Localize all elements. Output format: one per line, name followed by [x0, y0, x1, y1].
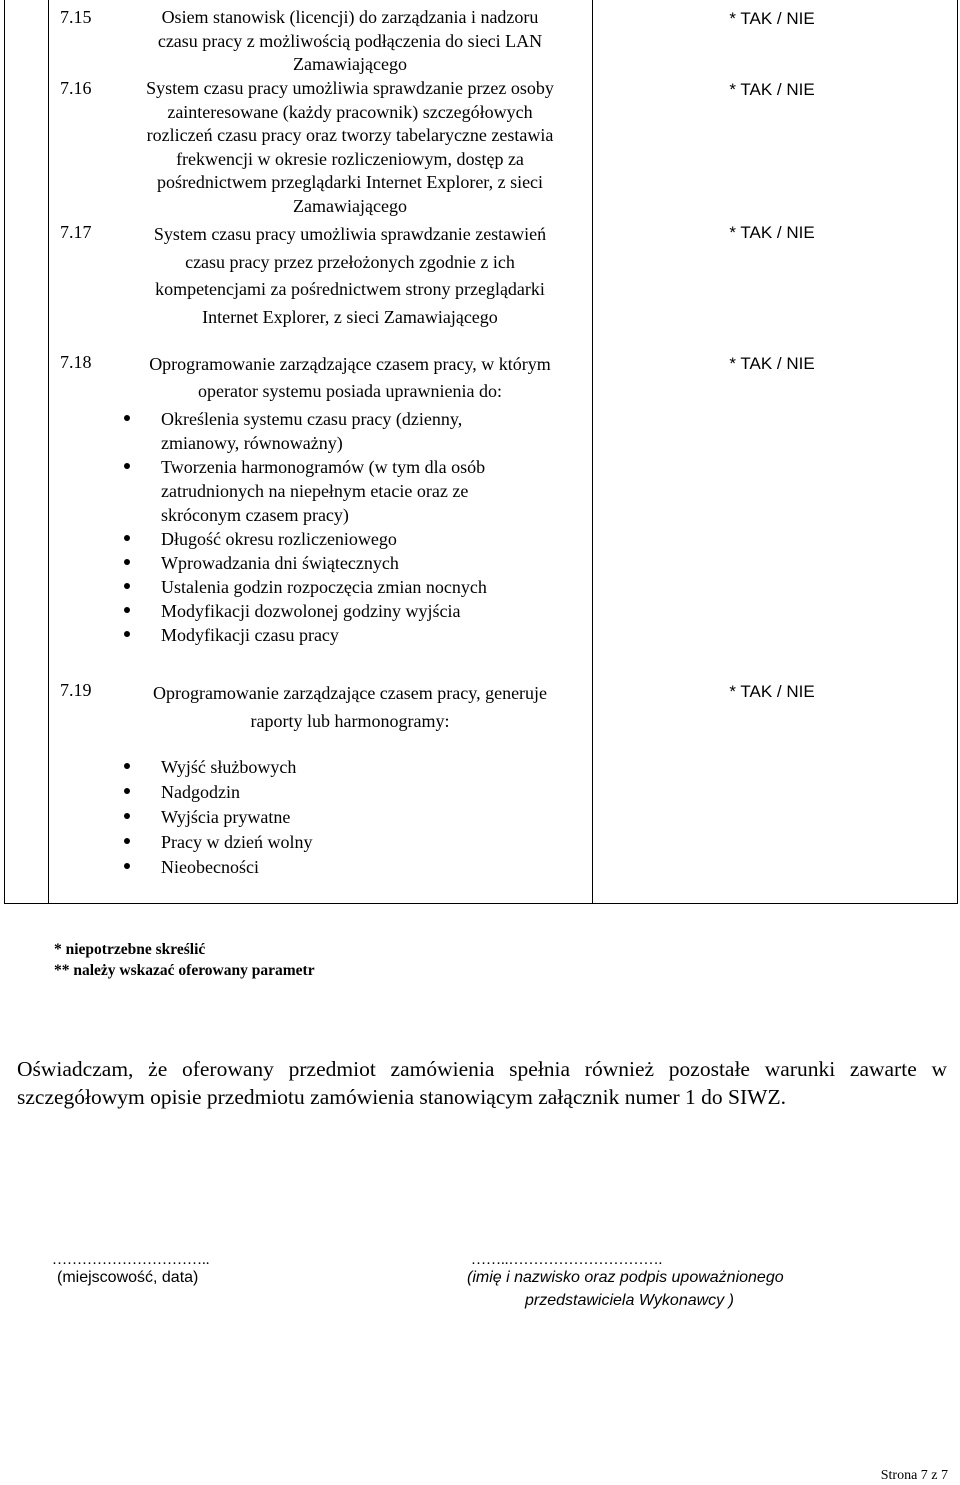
- reports-list: [122, 755, 582, 880]
- list-item: Wyjścia prywatne: [122, 805, 582, 830]
- footnote-strike: * niepotrzebne skreślić: [54, 941, 206, 958]
- footnote-parameter: ** należy wskazać oferowany parametr: [54, 962, 315, 979]
- table-border-bottom: [4, 903, 958, 904]
- list-item: Wyjść służbowych: [122, 755, 582, 780]
- answer-option[interactable]: * TAK / NIE: [729, 354, 815, 373]
- bullet-icon: [124, 838, 130, 844]
- signature-label: (imię i nazwisko oraz podpis upoważnionego: [467, 1269, 784, 1286]
- page-number: Strona 7 z 7: [880, 1468, 948, 1483]
- list-item: Modyfikacji czasu pracy: [122, 623, 582, 647]
- list-item: Długość okresu rozliczeniowego: [122, 527, 582, 551]
- signature-dots: ……..………………………….: [471, 1252, 663, 1268]
- row-description: Osiem stanowisk (licencji) do zarządzania i nadzoru czasu pracy z możliwością podłączenia do sieci LAN Zamawiającego: [157, 7, 543, 74]
- table-border-left: [4, 0, 5, 904]
- bullet-icon: [124, 607, 130, 613]
- row-description: Oprogramowanie zarządzające czasem pracy, generuje raporty lub harmonogramy:: [152, 683, 548, 731]
- list-item: Modyfikacji dozwolonej godziny wyjścia: [122, 599, 582, 623]
- row-description: System czasu pracy umożliwia sprawdzanie zestawień czasu pracy przez przełożonych zgodnie z ich kompetencjami za pośrednictwem strony przeglądarki Internet Explorer, z sieci Zamawiającego: [153, 224, 547, 327]
- row-number: 7.19: [60, 680, 92, 700]
- row-number: 7.17: [60, 222, 92, 242]
- row-number: 7.16: [60, 78, 92, 98]
- list-item: Określenia systemu czasu pracy (dzienny, zmianowy, równoważny): [122, 407, 582, 455]
- row-description: Oprogramowanie zarządzające czasem pracy, w którym operator systemu posiada uprawnienia do:: [149, 354, 551, 401]
- answer-option[interactable]: * TAK / NIE: [729, 9, 815, 28]
- signature-label-2: przedstawiciela Wykonawcy ): [525, 1292, 734, 1309]
- list-item: Nadgodzin: [122, 780, 582, 805]
- table-border-number-column: [48, 0, 49, 904]
- list-item: Tworzenia harmonogramów (w tym dla osób zatrudnionych na niepełnym etacie oraz ze skróconym czasem pracy): [122, 455, 582, 527]
- bullet-icon: [124, 631, 130, 637]
- row-number: 7.18: [60, 352, 92, 372]
- answer-option[interactable]: * TAK / NIE: [729, 80, 815, 99]
- answer-option[interactable]: * TAK / NIE: [729, 223, 815, 242]
- table-border-right: [957, 0, 958, 904]
- place-date-dots: …………………………..: [52, 1252, 210, 1268]
- bullet-icon: [124, 559, 130, 565]
- row-description: System czasu pracy umożliwia sprawdzanie przez osoby zainteresowane (każdy pracownik) szczegółowych rozliczeń czasu pracy oraz tworzy tabelaryczne zestawia frekwencji w okresie rozliczeniowym, dostęp za pośrednictwem przeglądarki Internet Explorer, z sieci Zamawiającego: [146, 78, 554, 216]
- declaration-statement: Oświadczam, że oferowany przedmiot zamówienia spełnia również pozostałe warunki zawarte w szczegółowym opisie przedmiotu zamówienia stanowiącym załącznik numer 1 do SIWZ.: [17, 1057, 947, 1109]
- list-item: Ustalenia godzin rozpoczęcia zmian nocnych: [122, 575, 582, 599]
- place-date-label: (miejscowość, data): [57, 1269, 199, 1286]
- bullet-icon: [124, 763, 130, 769]
- list-item: Pracy w dzień wolny: [122, 830, 582, 855]
- bullet-icon: [124, 863, 130, 869]
- table-border-answer-column: [592, 0, 593, 904]
- bullet-icon: [124, 583, 130, 589]
- bullet-icon: [124, 788, 130, 794]
- bullet-icon: [124, 463, 130, 469]
- bullet-icon: [124, 415, 130, 421]
- list-item: Wprowadzania dni świątecznych: [122, 551, 582, 575]
- list-item: Nieobecności: [122, 855, 582, 880]
- bullet-icon: [124, 535, 130, 541]
- permissions-list: [122, 407, 582, 647]
- row-number: 7.15: [60, 7, 92, 27]
- answer-option[interactable]: * TAK / NIE: [729, 682, 815, 701]
- bullet-icon: [124, 813, 130, 819]
